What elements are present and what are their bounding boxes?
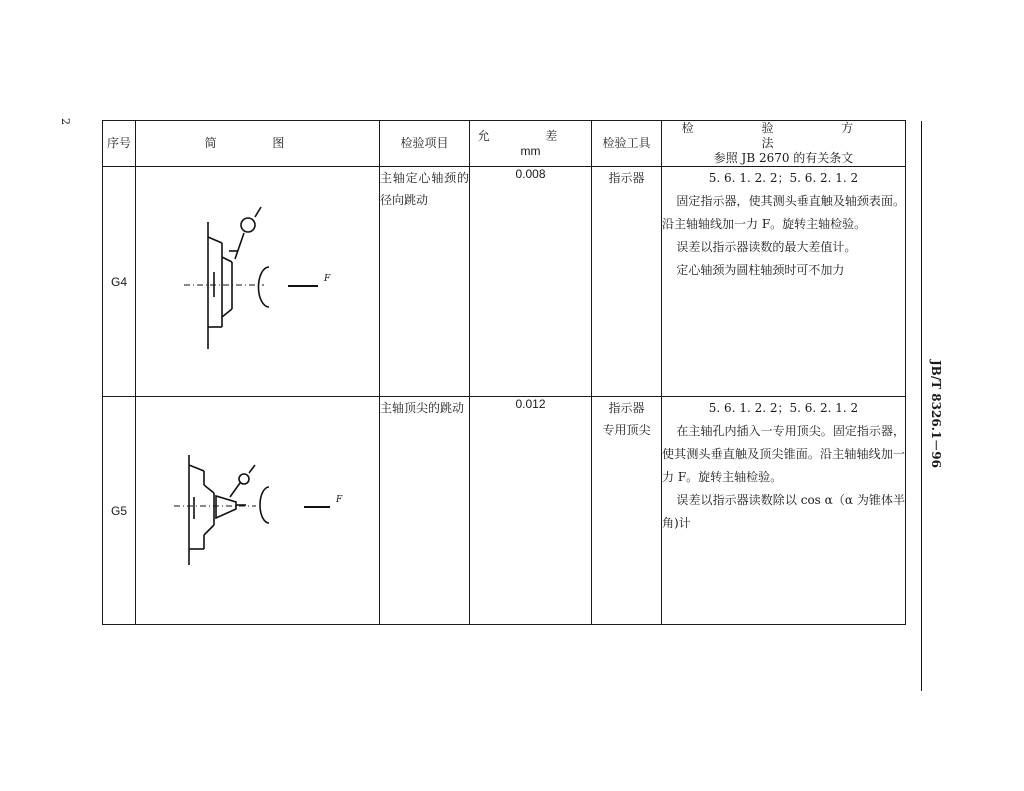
row-tolerance: 0.012 xyxy=(470,397,592,625)
method-line: 误差以指示器读数除以 cos α（α 为锥体半角)计 xyxy=(662,493,905,530)
tool-line: 专用顶尖 xyxy=(602,423,651,437)
header-tolerance xyxy=(470,121,592,167)
row-method xyxy=(662,397,906,625)
page-number: 2 xyxy=(59,118,72,125)
force-label-g5: F xyxy=(336,495,343,505)
method-line: 定心轴颈为圆柱轴颈时可不加力 xyxy=(676,263,845,277)
header-seq: 序号 xyxy=(103,121,136,167)
row-item: 主轴顶尖的跳动 xyxy=(380,397,470,625)
header-method-ref: 参照 JB 2670 的有关条文 xyxy=(713,151,854,165)
row-item: 主轴定心轴颈的径向跳动 xyxy=(380,167,470,397)
inspection-table xyxy=(102,120,906,625)
method-line: 误差以指示器读数的最大差值计。 xyxy=(676,240,857,254)
row-tool xyxy=(592,397,662,625)
sketch-g5 xyxy=(136,397,380,625)
row-tool: 指示器 xyxy=(592,167,662,397)
force-label-g4: F xyxy=(324,274,331,284)
row-method xyxy=(662,167,906,397)
method-line: 在主轴孔内插入一专用顶尖。固定指示器，使其测头垂直触及顶尖锥面。沿主轴轴线加一力 F。旋转主轴检验。 xyxy=(662,424,905,484)
row-seq: G4 xyxy=(103,167,136,397)
standard-code: JB/T 8326.1－96 xyxy=(929,360,943,468)
method-clause: 5. 6. 1. 2. 2；5. 6. 2. 1. 2 xyxy=(708,401,859,415)
header-method xyxy=(662,121,906,167)
sketch-g4 xyxy=(136,167,380,397)
sketch-g4-drawing xyxy=(136,167,380,396)
header-method-label: 检 验 方 法 xyxy=(681,121,886,150)
row-tolerance: 0.008 xyxy=(470,167,592,397)
row-seq: G5 xyxy=(103,397,136,625)
header-tolerance-label: 允 差 xyxy=(477,128,584,143)
tool-line: 指示器 xyxy=(608,401,645,415)
side-rule xyxy=(921,121,922,691)
table-row xyxy=(103,397,906,625)
header-item: 检验项目 xyxy=(380,121,470,167)
method-line: 固定指示器，使其测头垂直触及轴颈表面。沿主轴轴线加一力 F。旋转主轴检验。 xyxy=(662,194,905,231)
sketch-g5-drawing xyxy=(136,397,380,624)
header-tolerance-unit: mm xyxy=(520,143,541,158)
method-clause: 5. 6. 1. 2. 2；5. 6. 2. 1. 2 xyxy=(708,171,859,185)
header-sketch: 简 图 xyxy=(136,121,380,167)
header-row xyxy=(103,121,906,167)
header-tool: 检验工具 xyxy=(592,121,662,167)
table-row xyxy=(103,167,906,397)
